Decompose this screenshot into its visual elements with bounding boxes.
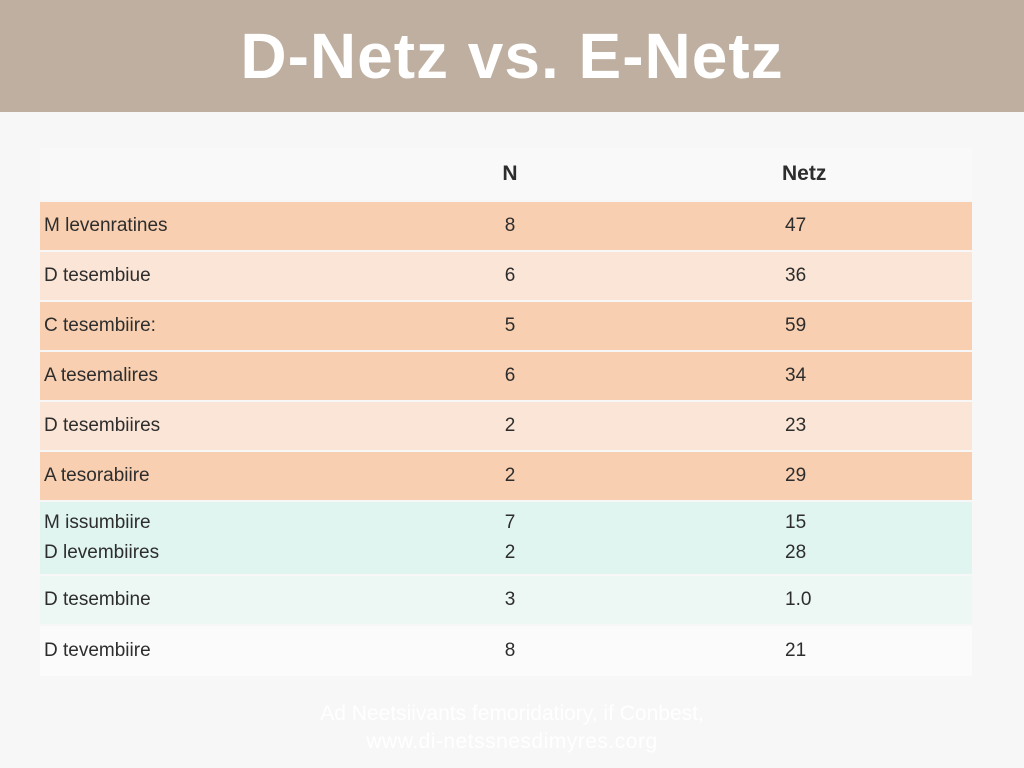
footer-url: www.di-netssnesdimyres.corg	[366, 730, 658, 753]
table-row	[40, 302, 972, 352]
row-name: A tesorabiire	[44, 465, 150, 486]
row-name: M issumbiire	[44, 512, 151, 533]
row-n: 2	[504, 415, 516, 436]
header-n: N	[502, 162, 518, 185]
row-netz: 29	[785, 465, 807, 486]
row-n: 7	[504, 512, 516, 533]
row-n: 6	[504, 265, 516, 286]
row-name: M levenratines	[44, 215, 168, 236]
table-row	[40, 402, 972, 452]
title-bar	[0, 0, 1024, 112]
table-row	[40, 252, 972, 302]
row-name: A tesemalires	[44, 365, 159, 386]
row-n: 8	[504, 215, 516, 236]
row-n: 6	[504, 365, 516, 386]
row-n: 3	[504, 589, 516, 610]
table-row	[40, 626, 972, 678]
row-name: D tesembine	[44, 589, 151, 610]
row-name: D tesembiue	[44, 265, 151, 286]
row-netz: 28	[785, 542, 807, 563]
row-netz: 15	[785, 512, 807, 533]
page-title: D-Netz vs. E-Netz	[240, 20, 784, 92]
table-row	[40, 538, 972, 568]
row-netz: 34	[785, 365, 807, 386]
table-header-row	[40, 148, 972, 202]
table-row	[40, 576, 972, 626]
footer-line-1: Ad Neetsiivants femoridatiory, if Conbest,	[320, 702, 704, 725]
row-n: 2	[504, 542, 516, 563]
row-netz: 47	[785, 215, 807, 236]
table-row	[40, 508, 972, 538]
row-n: 5	[504, 315, 516, 336]
footer	[0, 700, 1024, 756]
row-netz: 59	[785, 315, 807, 336]
table-row-group	[40, 502, 972, 576]
row-name: D tesembiires	[44, 415, 161, 436]
table-row	[40, 202, 972, 252]
table-row	[40, 452, 972, 502]
row-name: D tevembiire	[44, 640, 151, 661]
row-n: 2	[504, 465, 516, 486]
header-netz: Netz	[782, 162, 827, 185]
row-n: 8	[504, 640, 516, 661]
row-netz: 36	[785, 265, 807, 286]
row-netz: 23	[785, 415, 807, 436]
row-netz: 21	[785, 640, 807, 661]
table-row	[40, 352, 972, 402]
comparison-table	[40, 148, 972, 678]
row-netz: 1.0	[785, 589, 812, 610]
row-name: D levembiires	[44, 542, 160, 563]
row-name: C tesembiire:	[44, 315, 156, 336]
